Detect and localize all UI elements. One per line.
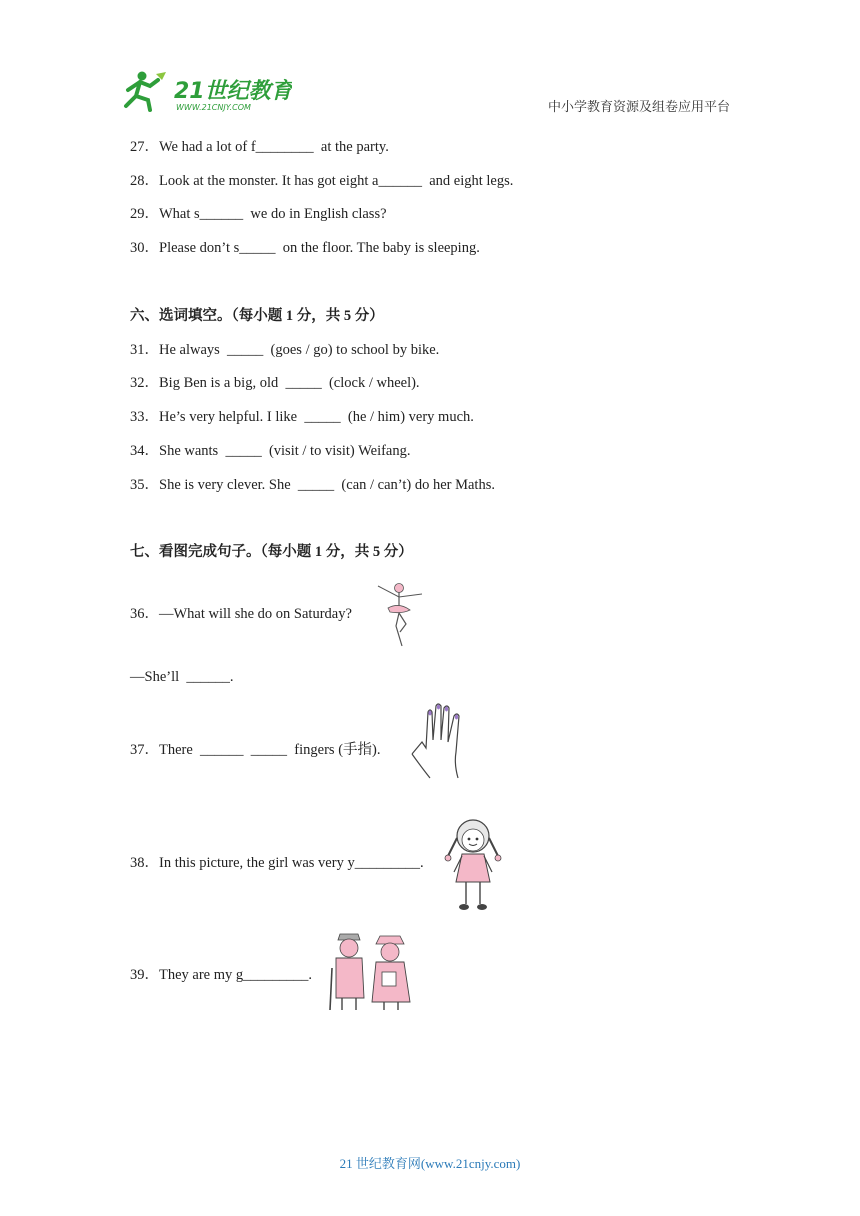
question-27: 27．We had a lot of f________ at the party. [130,139,389,155]
grandparents-picture [326,928,418,1012]
question-36: 36．—What will she do on Saturday? [130,606,352,622]
header-tagline: 中小学教育资源及组卷应用平台 [547,100,730,115]
question-29: 29．What s______ we do in English class? [130,206,387,222]
question-37: 37．There ______ _____ fingers (手指). [130,742,381,758]
runner-logo-icon [126,72,166,111]
question-32: 32．Big Ben is a big, old _____ (clock / wheel). [130,375,420,391]
girl-picture [440,816,506,914]
footer-text: 21 世纪教育网(www.21cnjy.com) [339,1156,521,1171]
question-34: 34．She wants _____ (visit / to visit) Weifang. [130,443,411,459]
ballerina-picture [372,580,428,648]
logo-url-text: WWW.21CNJY.COM [176,103,251,112]
question-39: 39．They are my g_________. [130,967,313,983]
section-7-heading: 七、看图完成句子。（每小题 1 分，共 5 分） [130,544,413,560]
question-30: 30．Please don’t s_____ on the floor. The baby is sleeping. [130,240,480,256]
logo-text: 21世纪教育 [174,79,292,104]
question-35: 35．She is very clever. She _____ (can / can’t) do her Maths. [130,477,495,493]
question-38: 38．In this picture, the girl was very y_________. [130,855,424,871]
question-36-answer: —She’ll ______. [130,669,234,685]
hand-picture [408,702,468,780]
section-6-heading: 六、选词填空。（每小题 1 分，共 5 分） [130,308,384,324]
site-logo [120,68,292,114]
question-31: 31．He always _____ (goes / go) to school by bike. [130,342,440,358]
question-33: 33．He’s very helpful. I like _____ (he / him) very much. [130,409,474,425]
question-28: 28．Look at the monster. It has got eight a______ and eight legs. [130,173,514,189]
